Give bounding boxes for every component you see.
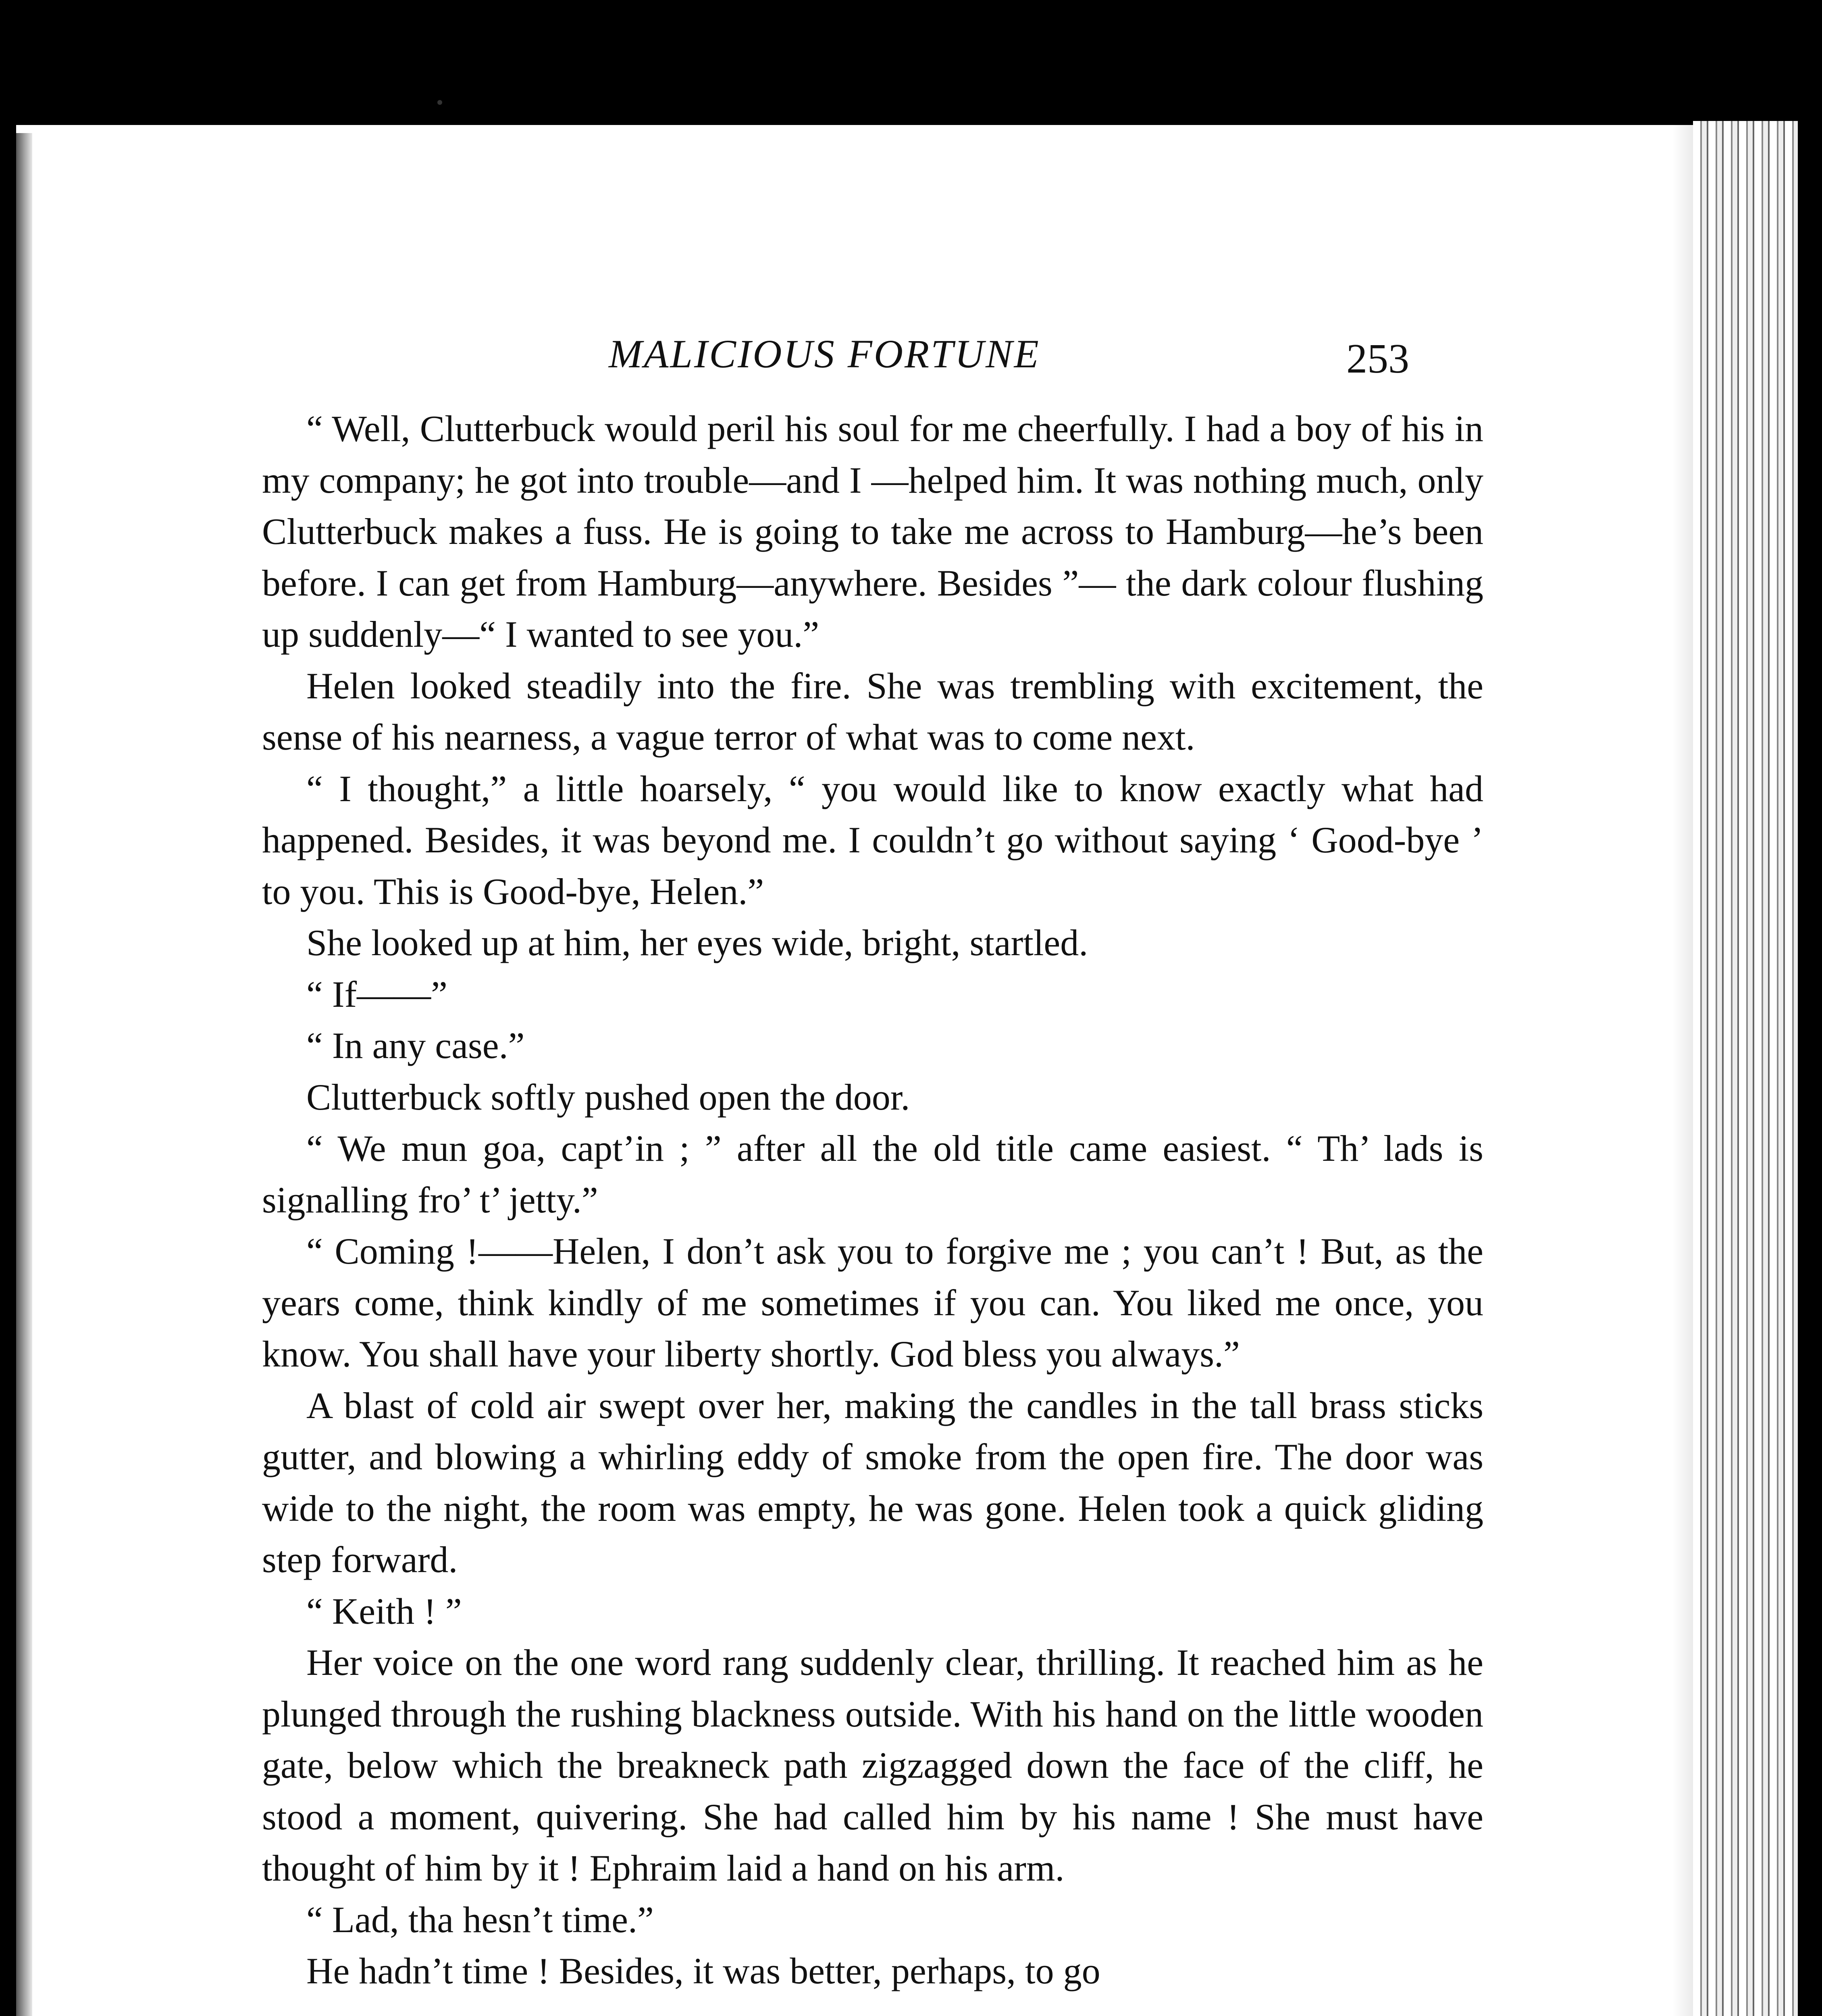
stacked-page-edges	[1693, 121, 1798, 2016]
paragraph: He hadn’t time ! Besides, it was better, perhaps, to go	[306, 1950, 1100, 1991]
paragraph: “ Well, Clutterbuck would peril his soul for me cheerfully. I had a boy of his in my company; he got into trouble—and I —helped him. It was nothing much, only Clutterbuck makes a fuss. He is going to take me across to Hamburg—he’s been before. I can get from Hamburg—anywhere. Besides ”— the dark colour flushing up suddenly—“ I wanted to see you.”	[262, 408, 1483, 655]
body-text	[262, 403, 1483, 1997]
paragraph: “ We mun goa, capt’in ; ” after all the old title came easiest. “ Th’ lads is signalling fro’ t’ jetty.”	[262, 1128, 1483, 1220]
paragraph: Helen looked steadily into the fire. She was trembling with excitement, the sense of his nearness, a vague terror of what was to come next.	[262, 665, 1483, 758]
paragraph: Her voice on the one word rang suddenly clear, thrilling. It reached him as he plunged through the rushing blackness outside. With his hand on the little wooden gate, below which the breakneck path zigzagged down the face of the cliff, he stood a moment, quivering. She had called him by his name ! She must have thought of him by it ! Ephraim laid a hand on his arm.	[262, 1642, 1483, 1889]
paragraph: She looked up at him, her eyes wide, bright, startled.	[306, 922, 1088, 963]
paragraph: A blast of cold air swept over her, making the candles in the tall brass sticks gutter, and blowing a whirling eddy of smoke from the open fire. The door was wide to the night, the room was empty, he was gone. Helen took a quick gliding step forward.	[262, 1385, 1483, 1580]
dust-speck	[437, 100, 442, 105]
paragraph: “ Lad, tha hesn’t time.”	[306, 1899, 654, 1940]
page-gutter-shadow	[16, 133, 32, 2016]
paragraph: “ Coming !——Helen, I don’t ask you to forgive me ; you can’t ! But, as the years come, think kindly of me sometimes if you can. You liked me once, you know. You shall have your liberty shortly. God bless you always.”	[262, 1231, 1483, 1375]
paragraph: “ If——”	[306, 973, 447, 1015]
paragraph: “ Keith ! ”	[306, 1590, 462, 1632]
paragraph: Clutterbuck softly pushed open the door.	[306, 1076, 910, 1118]
running-title: MALICIOUS FORTUNE	[609, 331, 1040, 376]
page-number: 253	[1346, 335, 1409, 382]
paragraph: “ I thought,” a little hoarsely, “ you would like to know exactly what had happened. Besides, it was beyond me. I couldn’t go without saying ‘ Good-bye ’ to you. This is Good-bye, Helen.”	[262, 768, 1483, 912]
paragraph: “ In any case.”	[306, 1025, 525, 1066]
